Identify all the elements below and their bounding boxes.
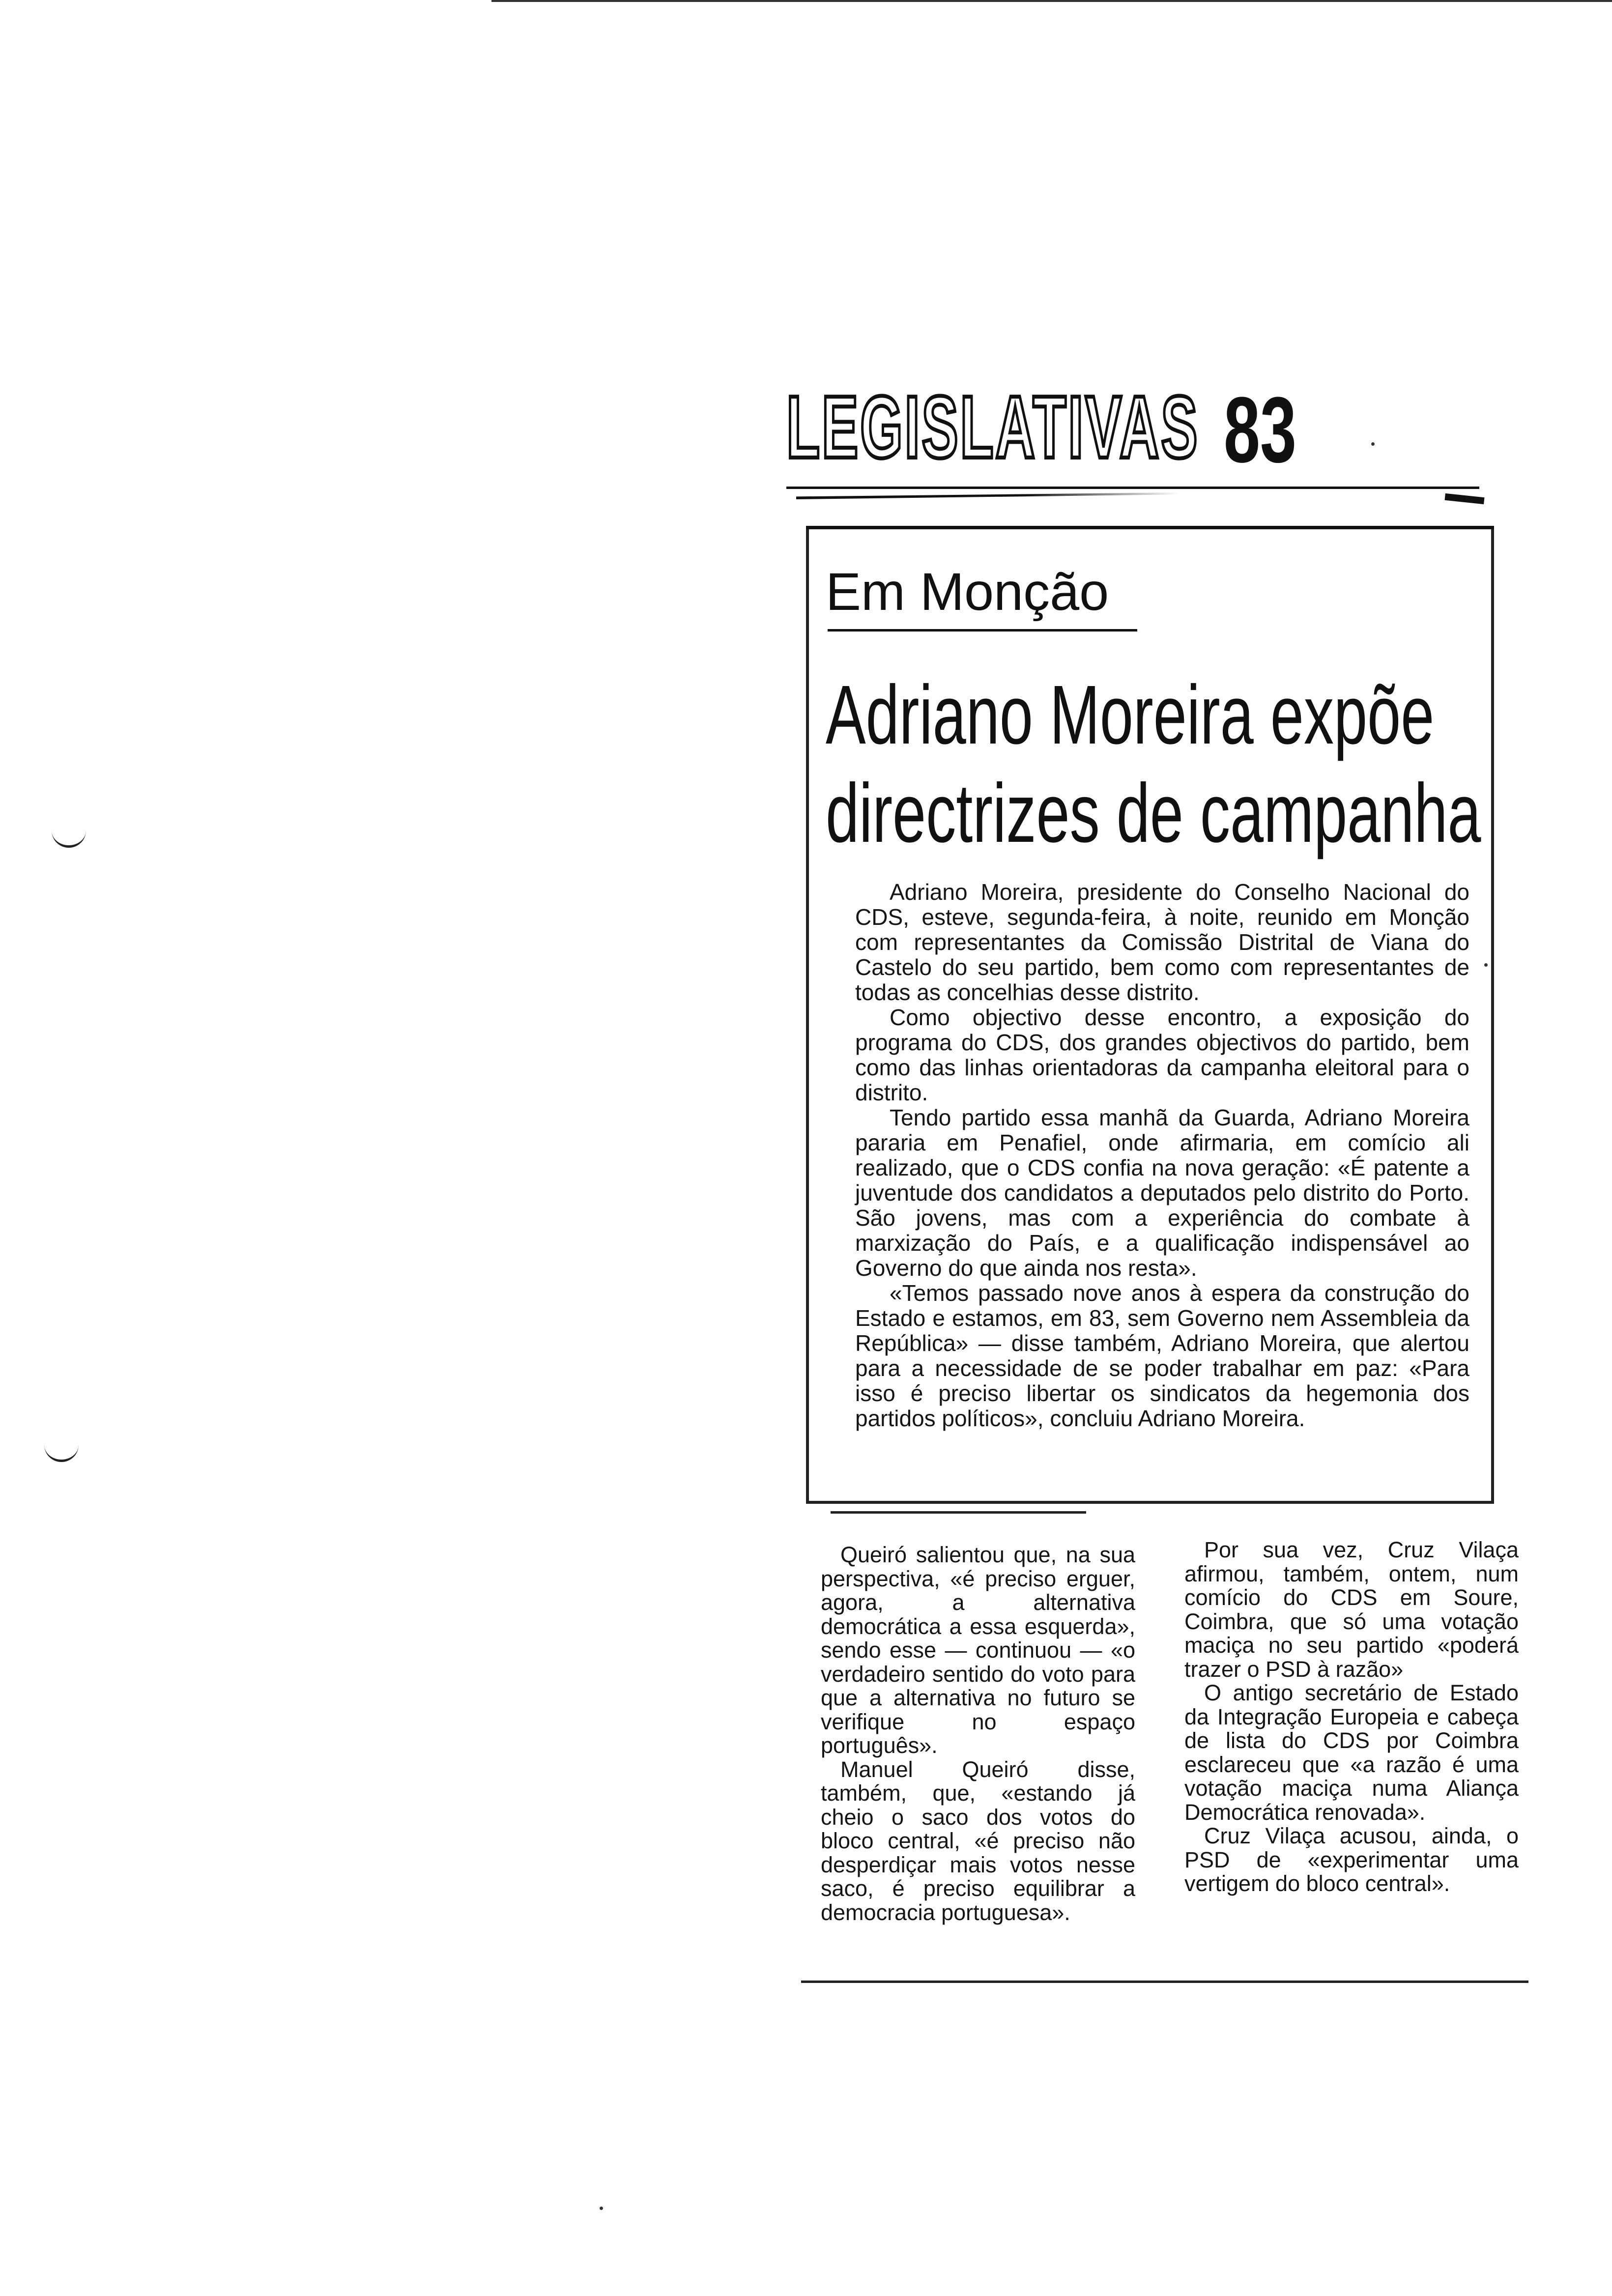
article-box-top-rule [806,526,1494,529]
scan-speck [1371,442,1375,446]
column-paragraph: O antigo secretário de Estado da Integração Europeia e cabeça de lista do CDS por Coimbra esclareceu que «a razão é uma votação maciça numa Aliança Democrática renovada». [1184,1680,1519,1825]
headline-line-1: Adriano Moreira expõe [826,668,1435,762]
scan-speck [1484,963,1488,967]
column-paragraph: Manuel Queiró disse, também, que, «estando já cheio o saco dos votos do bloco central, «é preciso não desperdiçar mais votos nesse saco, é preciso equilibrar a democracia portuguesa». [821,1756,1135,1925]
section-header [786,378,1484,545]
body-paragraph: Adriano Moreira, presidente do Conselho Nacional do CDS, esteve, segunda-feira, à noite, reunido em Monção com representantes da Comissão Distrital de Viana do Castelo do seu partido, bem como com representantes de todas as concelhias desse distrito. [855,879,1469,1005]
column-paragraph: Cruz Vilaça acusou, ainda, o PSD de «experimentar uma vertigem do bloco central». [1184,1823,1519,1896]
page-top-rule [491,0,1612,2]
body-paragraph: Como objectivo desse encontro, a exposição do programa do CDS, dos grandes objectivos do partido, bem como das linhas orientadoras da campanha eleitoral para o distrito. [855,1004,1469,1105]
left-column-text [821,1543,1135,1924]
kicker-underline [828,629,1137,631]
scan-speck [600,2207,603,2210]
punch-hole-mark-upper [52,826,86,848]
box-bottom-rule [831,1511,1086,1514]
column-paragraph: Queiró salientou que, na sua perspectiva, «é preciso erguer, agora, a alternativa democrática a essa esquerda», sendo esse — continuou — «o verdadeiro sentido do voto para que a alternativa no futuro se verifique no espaço português». [821,1542,1135,1758]
section-header-rule [786,487,1479,489]
punch-hole-mark-lower [44,1440,79,1462]
body-paragraph: «Temos passado nove anos à espera da construção do Estado e estamos, em 83, sem Governo nem Assembleia da República» — disse também, Adriano Moreira, que alertou para a necessidade de se poder trabalhar em paz: «Para isso é preciso libertar os sindicatos da hegemonia dos partidos políticos», concluiu Adriano Moreira. [855,1280,1469,1431]
section-header-dash [1444,493,1484,504]
article-kicker: Em Monção [826,562,1109,621]
section-title: LEGISLATIVAS [786,378,1200,477]
right-column-text [1184,1538,1519,1896]
article-end-rule [801,1980,1528,1983]
body-paragraph: Tendo partido essa manhã da Guarda, Adriano Moreira pararia em Penafiel, onde afirmaria, em comício ali realizado, que o CDS confia na nova geração: «É patente a juventude dos candidatos a deputados pelo distrito do Porto. São jovens, mas com a experiência do combate à marxização do País, e a qualificação indispensável ao Governo do que ainda nos resta». [855,1105,1469,1281]
section-header-swoosh [796,492,1180,499]
section-year: 83 [1224,378,1296,482]
main-body-text [855,880,1469,1431]
headline-line-2: directrizes de campanha [826,767,1481,860]
column-paragraph: Por sua vez, Cruz Vilaça afirmou, também, ontem, num comício do CDS em Soure, Coimbra, que só uma votação maciça no seu partido «poderá trazer o PSD à razão» [1184,1537,1519,1682]
